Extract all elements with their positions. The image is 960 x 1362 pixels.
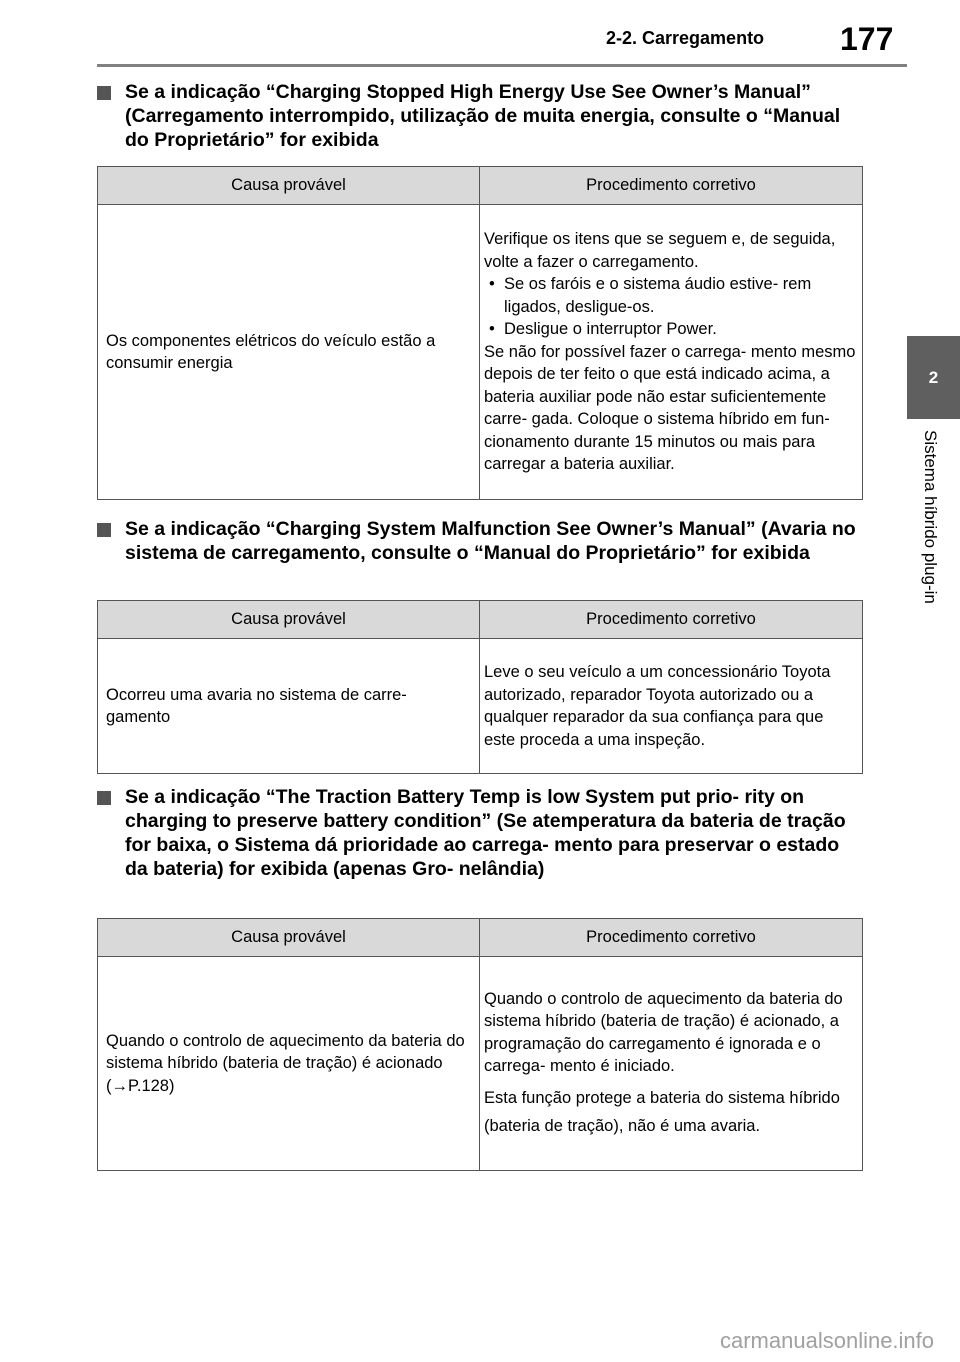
procedure-cell [480, 957, 863, 1171]
watermark: carmanualsonline.info [720, 1328, 935, 1353]
header-cause: Causa provável [98, 601, 480, 639]
table-row [98, 205, 863, 500]
header-cause: Causa provável [98, 167, 480, 205]
procedure-text: Leve o seu veículo a um concessionário Toyota autorizado, reparador Toyota autorizado ou a qualquer reparador da sua confiança para que este proceda a uma inspeção. [484, 663, 831, 749]
table-header-row [98, 601, 863, 639]
procedure-bullet-list [484, 273, 858, 341]
square-bullet-icon [97, 791, 111, 805]
section-heading-traction-battery-temp [97, 785, 867, 881]
cause-cell [98, 205, 480, 500]
heading-text: Se a indicação “Charging System Malfunction See Owner’s Manual” (Avaria no sistema de carregamento, consulte o “Manual do Proprietário” for exibida [125, 518, 856, 564]
header-procedure: Procedimento corretivo [480, 601, 863, 639]
header-procedure: Procedimento corretivo [480, 167, 863, 205]
chapter-tab-label: Sistema híbrido plug-in [921, 430, 940, 604]
table-header-row [98, 919, 863, 957]
page-number: 177 [840, 21, 894, 57]
list-item: • Se os faróis e o sistema áudio estive- rem ligados, desligue-os. [504, 273, 858, 318]
header-cause: Causa provável [98, 919, 480, 957]
header-procedure: Procedimento corretivo [480, 919, 863, 957]
cause-text: Os componentes elétricos do veículo estão a consumir energia [106, 331, 436, 372]
table-charging-malfunction [97, 600, 863, 774]
heading-text: Se a indicação “The Traction Battery Temp is low System put prio- rity on charging to preserve battery condition” (Se atemperatura da bateria de tração for baixa, o Sistema dá prioridade ao carrega- mento para preservar o estado da bateria) for exibida (apenas Gro- nelândia) [125, 786, 846, 880]
procedure-extra: Se não for possível fazer o carrega- mento mesmo depois de ter feito o que está indicado acima, a bateria auxiliar pode não estar suficientemente carre- gada. Coloque o sistema híbrido em fun- cionamento durante 15 minutos ou mais para carregar a bateria auxiliar. [484, 342, 856, 474]
procedure-text-1: Quando o controlo de aquecimento da bateria do sistema híbrido (bateria de tração) é acionado, a programação do carregamento é ignorada e o carrega- mento é iniciado. [484, 989, 843, 1075]
table-header-row [98, 167, 863, 205]
section-heading-charging-stopped [97, 80, 867, 152]
section-header-title: 2-2. Carregamento [606, 28, 765, 48]
cause-cell [98, 639, 480, 774]
cause-text: Quando o controlo de aquecimento da bateria do sistema híbrido (bateria de tração) é acionado (→P.128) [106, 1031, 465, 1095]
cause-cell [98, 957, 480, 1171]
heading-text: Se a indicação “Charging Stopped High Energy Use See Owner’s Manual” (Carregamento interrompido, utilização de muita energia, consulte o “Manual do Proprietário” for exibida [125, 81, 841, 151]
table-charging-stopped [97, 166, 863, 500]
procedure-text-2: Esta função protege a bateria do sistema híbrido (bateria de tração), não é uma avaria. [484, 1088, 840, 1135]
procedure-cell [480, 205, 863, 500]
list-item: • Desligue o interruptor Power. [504, 318, 858, 341]
table-row [98, 639, 863, 774]
chapter-tab: 2 [907, 336, 960, 419]
square-bullet-icon [97, 523, 111, 537]
square-bullet-icon [97, 86, 111, 100]
procedure-intro: Verifique os itens que se seguem e, de seguida, volte a fazer o carregamento. [484, 230, 836, 271]
header-divider [97, 64, 907, 67]
table-traction-battery-temp [97, 918, 863, 1171]
cause-text: Ocorreu uma avaria no sistema de carre- gamento [106, 685, 407, 726]
table-row [98, 957, 863, 1171]
section-heading-charging-malfunction [97, 517, 867, 565]
procedure-cell [480, 639, 863, 774]
